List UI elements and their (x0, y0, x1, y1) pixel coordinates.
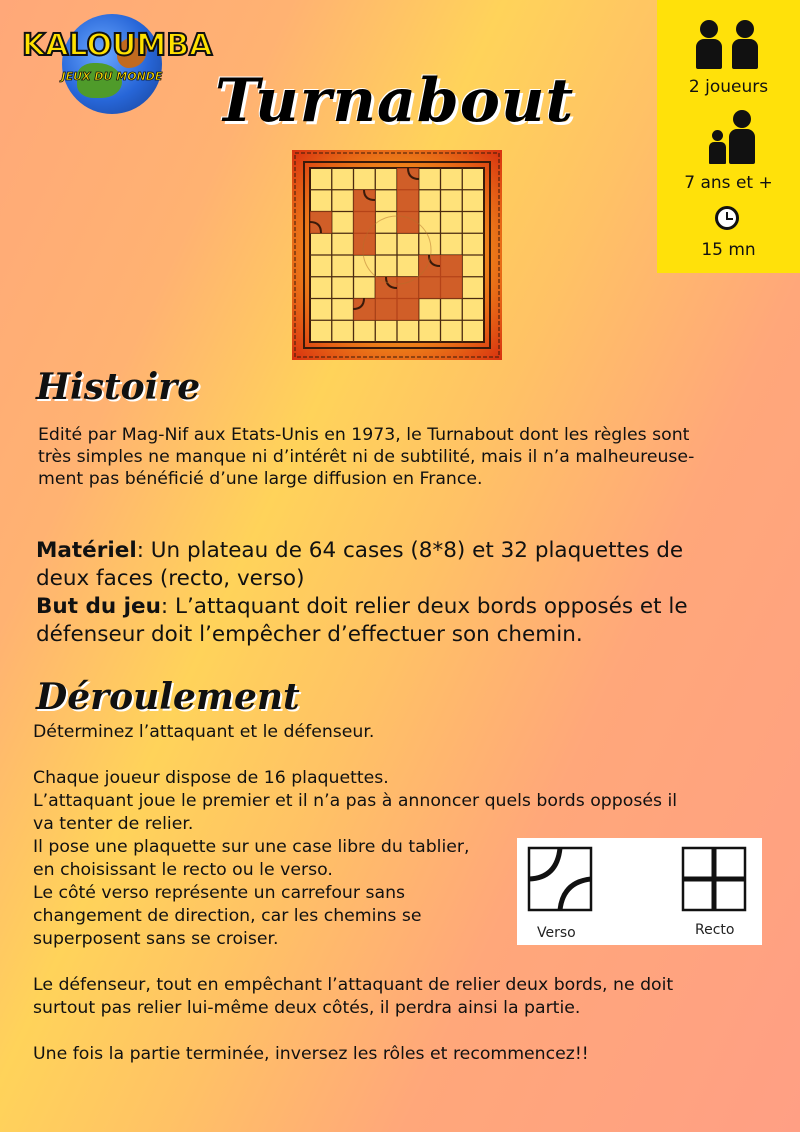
deroulement-line: L’attaquant joue le premier et il n’a pas à annoncer quels bords opposés il (33, 791, 678, 811)
but-line-2: défenseur doit l’empêcher d’effectuer son chemin. (36, 622, 583, 647)
game-info-panel (657, 0, 800, 273)
histoire-line-1: Edité par Mag-Nif aux Etats-Unis en 1973, le Turnabout dont les règles sont (38, 425, 690, 445)
materiel-label: Matériel (36, 538, 137, 563)
histoire-heading: Histoire (36, 366, 201, 408)
materiel-line-1: Matériel: Un plateau de 64 cases (8*8) et 32 plaquettes de (36, 538, 684, 563)
verso-label: Verso (537, 925, 576, 941)
deroulement-line: va tenter de relier. (33, 814, 194, 834)
deroulement-line: superposent sans se croiser. (33, 929, 279, 949)
clock-icon (715, 206, 739, 230)
deroulement-line: Une fois la partie terminée, inversez les rôles et recommencez!! (33, 1044, 589, 1064)
verso-tile (529, 848, 591, 910)
deroulement-line: Il pose une plaquette sur une case libre du tablier, (33, 837, 470, 857)
deroulement-line: Le côté verso représente un carrefour sans (33, 883, 406, 903)
logo-brand: KALOUMBA (22, 28, 213, 63)
age-range: 7 ans et + (684, 173, 773, 193)
duration: 15 mn (701, 240, 756, 260)
but-line-1: But du jeu: L’attaquant doit relier deux bords opposés et le (36, 594, 688, 619)
board-image (292, 150, 502, 360)
recto-label: Recto (695, 922, 735, 938)
but-label: But du jeu (36, 594, 161, 619)
deroulement-line: Chaque joueur dispose de 16 plaquettes. (33, 768, 389, 788)
histoire-line-3: ment pas bénéficié d’une large diffusion en France. (38, 469, 483, 489)
deroulement-line: Le défenseur, tout en empêchant l’attaquant de relier deux bords, ne doit (33, 975, 674, 995)
page-title: Turnabout (215, 66, 575, 136)
deroulement-line: changement de direction, car les chemins se (33, 906, 422, 926)
kaloumba-logo (22, 8, 213, 116)
histoire-line-2: très simples ne manque ni d’intérêt ni de subtilité, mais il n’a malheureuse- (38, 447, 695, 467)
tiles-illustration (517, 838, 762, 945)
recto-tile (683, 848, 745, 910)
logo-tagline: JEUX DU MONDE (61, 70, 163, 83)
deroulement-heading: Déroulement (36, 676, 300, 718)
materiel-line-2: deux faces (recto, verso) (36, 566, 305, 591)
players-count: 2 joueurs (688, 77, 769, 97)
deroulement-line: Déterminez l’attaquant et le défenseur. (33, 722, 375, 742)
deroulement-line: surtout pas relier lui-même deux côtés, il perdra ainsi la partie. (33, 998, 581, 1018)
deroulement-line: en choisissant le recto ou le verso. (33, 860, 333, 880)
